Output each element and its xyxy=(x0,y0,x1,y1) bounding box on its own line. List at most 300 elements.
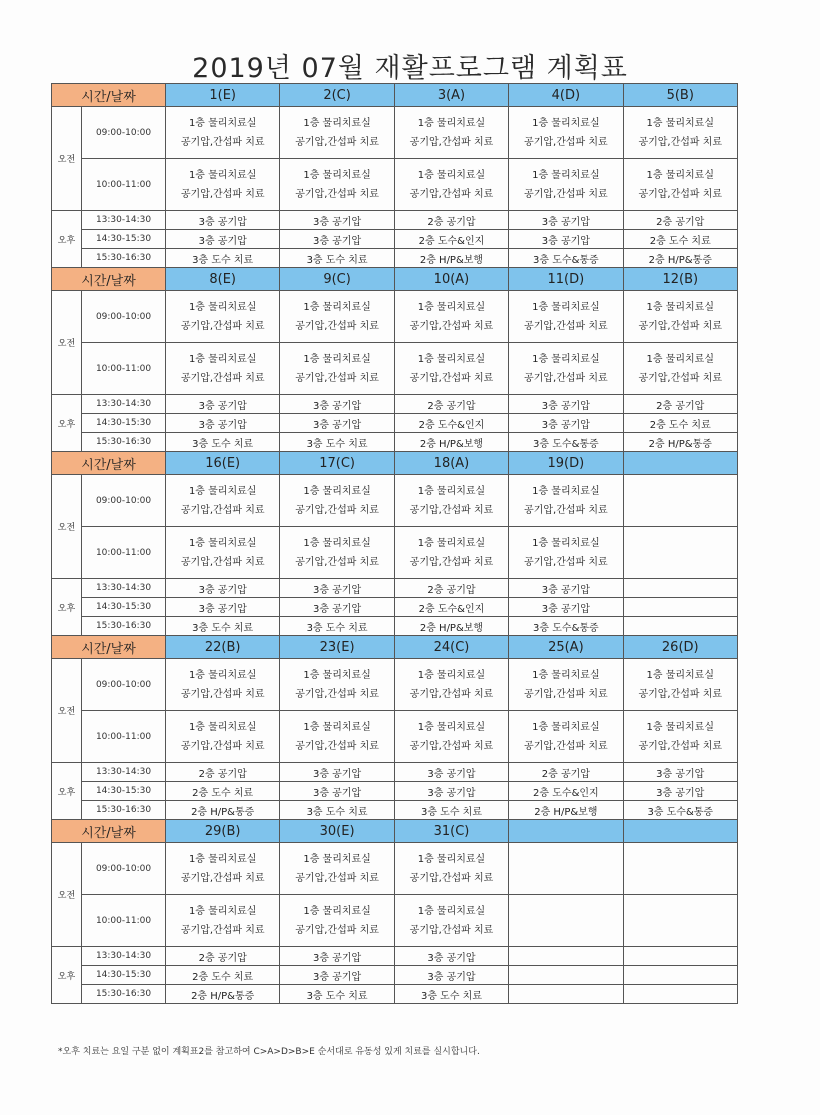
am-cell xyxy=(509,291,623,343)
am-cell xyxy=(509,659,623,711)
day-header: 2(C) xyxy=(280,84,394,107)
am-row xyxy=(52,107,738,159)
am-treatment: 공기압,간섭파 치료 xyxy=(409,136,494,148)
pm-row xyxy=(52,230,738,249)
pm-row xyxy=(52,617,738,636)
am-treatment: 공기압,간섭파 치료 xyxy=(180,688,265,700)
pm-cell: 2층 H/P&보행 xyxy=(394,433,508,452)
am-cell xyxy=(623,895,737,947)
pm-cell: 2층 도수 치료 xyxy=(623,230,737,249)
am-location: 1층 물리치료실 xyxy=(417,117,486,129)
pm-cell: 3층 공기압 xyxy=(509,598,623,617)
pm-cell xyxy=(623,966,737,985)
am-treatment: 공기압,간섭파 치료 xyxy=(409,188,494,200)
time-slot: 15:30-16:30 xyxy=(82,801,166,820)
day-header: 26(D) xyxy=(623,636,737,659)
am-treatment: 공기압,간섭파 치료 xyxy=(409,688,494,700)
am-cell xyxy=(166,159,280,211)
am-cell xyxy=(280,711,394,763)
am-treatment: 공기압,간섭파 치료 xyxy=(524,556,608,568)
am-cell xyxy=(280,159,394,211)
pm-cell: 3층 공기압 xyxy=(166,211,280,230)
pm-row xyxy=(52,763,738,782)
am-row xyxy=(52,711,738,763)
time-date-header: 시간/날짜 xyxy=(52,452,166,475)
am-treatment: 공기압,간섭파 치료 xyxy=(295,136,379,148)
am-cell xyxy=(280,843,394,895)
am-location: 1층 물리치료실 xyxy=(303,353,371,365)
am-treatment: 공기압,간섭파 치료 xyxy=(409,556,494,568)
am-treatment: 공기압,간섭파 치료 xyxy=(295,688,379,700)
time-slot: 13:30-14:30 xyxy=(82,763,166,782)
am-row xyxy=(52,659,738,711)
pm-cell: 2층 도수&인지 xyxy=(394,598,508,617)
am-row xyxy=(52,291,738,343)
am-cell xyxy=(166,291,280,343)
pm-cell: 3층 공기압 xyxy=(166,395,280,414)
am-cell xyxy=(623,107,737,159)
am-cell xyxy=(394,659,508,711)
time-slot: 09:00-10:00 xyxy=(82,107,166,159)
period-label-am: 오전 xyxy=(52,659,82,763)
am-location: 1층 물리치료실 xyxy=(646,169,715,181)
am-location: 1층 물리치료실 xyxy=(532,301,600,313)
time-slot: 09:00-10:00 xyxy=(82,659,166,711)
am-cell xyxy=(394,527,508,579)
am-location: 1층 물리치료실 xyxy=(188,169,257,181)
am-cell xyxy=(623,475,737,527)
pm-cell: 3층 도수 치료 xyxy=(166,433,280,452)
pm-cell: 3층 도수 치료 xyxy=(166,617,280,636)
pm-cell: 2층 공기압 xyxy=(394,579,508,598)
time-slot: 14:30-15:30 xyxy=(82,230,166,249)
am-cell xyxy=(623,291,737,343)
am-cell xyxy=(509,527,623,579)
day-header: 4(D) xyxy=(509,84,623,107)
time-date-header: 시간/날짜 xyxy=(52,268,166,291)
period-label-am: 오전 xyxy=(52,291,82,395)
am-treatment: 공기압,간섭파 치료 xyxy=(638,320,723,332)
pm-cell: 2층 도수&인지 xyxy=(509,782,623,801)
pm-cell: 2층 H/P&보행 xyxy=(394,617,508,636)
am-location: 1층 물리치료실 xyxy=(646,353,715,365)
schedule-table xyxy=(51,83,738,1004)
pm-cell: 3층 도수 치료 xyxy=(280,801,394,820)
week-header-row xyxy=(52,820,738,843)
pm-cell: 3층 공기압 xyxy=(166,414,280,433)
day-header: 29(B) xyxy=(166,820,280,843)
pm-cell: 3층 도수 치료 xyxy=(280,433,394,452)
am-cell xyxy=(394,895,508,947)
am-location: 1층 물리치료실 xyxy=(532,169,600,181)
am-location: 1층 물리치료실 xyxy=(532,537,600,549)
pm-row xyxy=(52,598,738,617)
am-cell xyxy=(280,659,394,711)
am-location: 1층 물리치료실 xyxy=(303,117,371,129)
am-row xyxy=(52,159,738,211)
day-header: 31(C) xyxy=(394,820,508,843)
time-slot: 13:30-14:30 xyxy=(82,395,166,414)
pm-row xyxy=(52,249,738,268)
day-header: 9(C) xyxy=(280,268,394,291)
time-slot: 14:30-15:30 xyxy=(82,414,166,433)
pm-cell: 3층 공기압 xyxy=(509,395,623,414)
am-cell xyxy=(394,343,508,395)
pm-cell: 3층 도수 치료 xyxy=(280,249,394,268)
am-treatment: 공기압,간섭파 치료 xyxy=(295,872,379,884)
pm-cell: 3층 공기압 xyxy=(509,579,623,598)
am-cell xyxy=(280,475,394,527)
pm-cell: 3층 공기압 xyxy=(394,782,508,801)
period-label-pm: 오후 xyxy=(52,947,82,1004)
am-cell xyxy=(509,343,623,395)
pm-cell: 2층 H/P&통증 xyxy=(623,249,737,268)
pm-cell xyxy=(623,617,737,636)
am-location: 1층 물리치료실 xyxy=(303,301,371,313)
time-slot: 10:00-11:00 xyxy=(82,159,166,211)
time-date-header: 시간/날짜 xyxy=(52,636,166,659)
week-header-row xyxy=(52,84,738,107)
time-slot: 14:30-15:30 xyxy=(82,966,166,985)
pm-cell: 2층 도수&인지 xyxy=(394,414,508,433)
day-header xyxy=(623,452,737,475)
am-location: 1층 물리치료실 xyxy=(188,853,257,865)
pm-cell: 3층 공기압 xyxy=(280,414,394,433)
day-header: 11(D) xyxy=(509,268,623,291)
am-treatment: 공기압,간섭파 치료 xyxy=(638,688,723,700)
time-slot: 09:00-10:00 xyxy=(82,843,166,895)
am-treatment: 공기압,간섭파 치료 xyxy=(295,372,379,384)
pm-cell xyxy=(623,947,737,966)
am-location: 1층 물리치료실 xyxy=(646,669,715,681)
am-location: 1층 물리치료실 xyxy=(417,853,486,865)
am-treatment: 공기압,간섭파 치료 xyxy=(295,188,379,200)
am-location: 1층 물리치료실 xyxy=(303,721,371,733)
pm-cell: 3층 도수&통증 xyxy=(509,617,623,636)
pm-cell: 2층 H/P&보행 xyxy=(509,801,623,820)
time-slot: 15:30-16:30 xyxy=(82,249,166,268)
am-location: 1층 물리치료실 xyxy=(188,301,257,313)
period-label-am: 오전 xyxy=(52,107,82,211)
pm-cell: 2층 H/P&통증 xyxy=(623,433,737,452)
time-slot: 13:30-14:30 xyxy=(82,579,166,598)
am-location: 1층 물리치료실 xyxy=(303,669,371,681)
time-slot: 09:00-10:00 xyxy=(82,475,166,527)
day-header: 22(B) xyxy=(166,636,280,659)
am-treatment: 공기압,간섭파 치료 xyxy=(180,556,265,568)
pm-cell: 3층 공기압 xyxy=(280,947,394,966)
am-location: 1층 물리치료실 xyxy=(188,485,257,497)
pm-cell: 3층 공기압 xyxy=(280,782,394,801)
am-treatment: 공기압,간섭파 치료 xyxy=(638,372,723,384)
am-location: 1층 물리치료실 xyxy=(188,721,257,733)
time-slot: 15:30-16:30 xyxy=(82,617,166,636)
pm-cell xyxy=(623,985,737,1004)
am-location: 1층 물리치료실 xyxy=(646,301,715,313)
pm-cell xyxy=(623,579,737,598)
am-treatment: 공기압,간섭파 치료 xyxy=(180,872,265,884)
am-treatment: 공기압,간섭파 치료 xyxy=(180,372,265,384)
day-header: 30(E) xyxy=(280,820,394,843)
pm-cell: 3층 공기압 xyxy=(280,211,394,230)
pm-cell xyxy=(623,598,737,617)
period-label-am: 오전 xyxy=(52,843,82,947)
pm-cell: 3층 도수 치료 xyxy=(166,249,280,268)
pm-cell: 3층 공기압 xyxy=(623,782,737,801)
am-cell xyxy=(394,843,508,895)
am-location: 1층 물리치료실 xyxy=(188,669,257,681)
pm-cell xyxy=(509,985,623,1004)
am-cell xyxy=(509,895,623,947)
pm-cell: 3층 공기압 xyxy=(280,579,394,598)
am-treatment: 공기압,간섭파 치료 xyxy=(524,136,608,148)
pm-row xyxy=(52,801,738,820)
am-location: 1층 물리치료실 xyxy=(417,905,486,917)
am-location: 1층 물리치료실 xyxy=(532,117,600,129)
am-location: 1층 물리치료실 xyxy=(417,301,486,313)
am-location: 1층 물리치료실 xyxy=(188,537,257,549)
pm-cell: 2층 도수 치료 xyxy=(166,782,280,801)
am-cell xyxy=(166,659,280,711)
time-slot: 15:30-16:30 xyxy=(82,985,166,1004)
day-header: 25(A) xyxy=(509,636,623,659)
day-header: 5(B) xyxy=(623,84,737,107)
pm-cell: 3층 공기압 xyxy=(509,230,623,249)
am-cell xyxy=(509,107,623,159)
pm-row xyxy=(52,985,738,1004)
am-cell xyxy=(509,843,623,895)
pm-cell: 3층 공기압 xyxy=(166,230,280,249)
time-slot: 15:30-16:30 xyxy=(82,433,166,452)
pm-cell: 3층 공기압 xyxy=(166,598,280,617)
am-treatment: 공기압,간섭파 치료 xyxy=(409,872,494,884)
pm-cell: 3층 공기압 xyxy=(394,763,508,782)
am-location: 1층 물리치료실 xyxy=(417,485,486,497)
day-header: 16(E) xyxy=(166,452,280,475)
page-title: 2019년 07월 재활프로그램 계획표 xyxy=(192,53,628,84)
pm-cell: 2층 H/P&통증 xyxy=(166,801,280,820)
pm-row xyxy=(52,966,738,985)
time-slot: 10:00-11:00 xyxy=(82,527,166,579)
day-header: 23(E) xyxy=(280,636,394,659)
am-treatment: 공기압,간섭파 치료 xyxy=(638,136,723,148)
time-slot: 09:00-10:00 xyxy=(82,291,166,343)
am-treatment: 공기압,간섭파 치료 xyxy=(524,504,608,516)
am-location: 1층 물리치료실 xyxy=(417,721,486,733)
am-location: 1층 물리치료실 xyxy=(303,853,371,865)
period-label-pm: 오후 xyxy=(52,579,82,636)
time-slot: 13:30-14:30 xyxy=(82,211,166,230)
am-treatment: 공기압,간섭파 치료 xyxy=(524,320,608,332)
am-cell xyxy=(623,711,737,763)
pm-cell: 2층 공기압 xyxy=(166,947,280,966)
day-header: 8(E) xyxy=(166,268,280,291)
pm-cell: 3층 공기압 xyxy=(394,947,508,966)
pm-row xyxy=(52,579,738,598)
day-header: 17(C) xyxy=(280,452,394,475)
period-label-pm: 오후 xyxy=(52,763,82,820)
week-header-row xyxy=(52,452,738,475)
am-cell xyxy=(394,159,508,211)
am-cell xyxy=(509,711,623,763)
am-cell xyxy=(394,291,508,343)
am-cell xyxy=(166,527,280,579)
am-treatment: 공기압,간섭파 치료 xyxy=(180,504,265,516)
am-treatment: 공기압,간섭파 치료 xyxy=(524,188,608,200)
am-cell xyxy=(166,895,280,947)
pm-row xyxy=(52,414,738,433)
day-header: 10(A) xyxy=(394,268,508,291)
pm-cell: 3층 공기압 xyxy=(509,211,623,230)
am-row xyxy=(52,895,738,947)
time-slot: 10:00-11:00 xyxy=(82,343,166,395)
am-treatment: 공기압,간섭파 치료 xyxy=(524,372,608,384)
week-header-row xyxy=(52,636,738,659)
time-slot: 10:00-11:00 xyxy=(82,895,166,947)
am-row xyxy=(52,843,738,895)
am-location: 1층 물리치료실 xyxy=(646,117,715,129)
am-treatment: 공기압,간섭파 치료 xyxy=(409,740,494,752)
am-location: 1층 물리치료실 xyxy=(417,537,486,549)
am-cell xyxy=(280,527,394,579)
pm-cell: 2층 공기압 xyxy=(623,395,737,414)
pm-row xyxy=(52,211,738,230)
day-header: 19(D) xyxy=(509,452,623,475)
am-treatment: 공기압,간섭파 치료 xyxy=(180,188,265,200)
pm-row xyxy=(52,947,738,966)
am-cell xyxy=(166,843,280,895)
am-cell xyxy=(509,475,623,527)
am-cell xyxy=(280,107,394,159)
am-treatment: 공기압,간섭파 치료 xyxy=(295,504,379,516)
am-row xyxy=(52,475,738,527)
pm-cell: 2층 도수 치료 xyxy=(166,966,280,985)
pm-cell: 3층 도수 치료 xyxy=(280,617,394,636)
am-cell xyxy=(394,107,508,159)
am-location: 1층 물리치료실 xyxy=(532,485,600,497)
pm-cell: 3층 도수&통증 xyxy=(509,249,623,268)
am-treatment: 공기압,간섭파 치료 xyxy=(295,924,379,936)
pm-cell xyxy=(509,966,623,985)
am-treatment: 공기압,간섭파 치료 xyxy=(409,504,494,516)
am-treatment: 공기압,간섭파 치료 xyxy=(295,556,379,568)
pm-cell: 3층 공기압 xyxy=(394,966,508,985)
pm-cell: 2층 공기압 xyxy=(394,211,508,230)
pm-cell: 3층 도수 치료 xyxy=(394,801,508,820)
am-cell xyxy=(166,343,280,395)
am-treatment: 공기압,간섭파 치료 xyxy=(295,740,379,752)
am-treatment: 공기압,간섭파 치료 xyxy=(409,924,494,936)
am-cell xyxy=(623,843,737,895)
am-treatment: 공기압,간섭파 치료 xyxy=(180,924,265,936)
pm-cell: 3층 공기압 xyxy=(280,395,394,414)
pm-row xyxy=(52,782,738,801)
day-header xyxy=(623,820,737,843)
am-location: 1층 물리치료실 xyxy=(303,169,371,181)
period-label-am: 오전 xyxy=(52,475,82,579)
time-slot: 13:30-14:30 xyxy=(82,947,166,966)
am-treatment: 공기압,간섭파 치료 xyxy=(524,688,608,700)
pm-cell: 3층 공기압 xyxy=(280,598,394,617)
am-treatment: 공기압,간섭파 치료 xyxy=(638,740,723,752)
pm-cell: 3층 도수 치료 xyxy=(280,985,394,1004)
am-treatment: 공기압,간섭파 치료 xyxy=(295,320,379,332)
day-header: 18(A) xyxy=(394,452,508,475)
period-label-pm: 오후 xyxy=(52,395,82,452)
time-date-header: 시간/날짜 xyxy=(52,820,166,843)
footnote: *오후 치료는 요일 구분 없이 계획표2를 참고하여 C>A>D>B>E 순서대로 유동성 있게 치료를 실시합니다. xyxy=(58,1047,480,1057)
period-label-pm: 오후 xyxy=(52,211,82,268)
am-cell xyxy=(623,527,737,579)
pm-cell: 3층 공기압 xyxy=(280,230,394,249)
am-treatment: 공기압,간섭파 치료 xyxy=(638,188,723,200)
pm-cell: 2층 H/P&통증 xyxy=(166,985,280,1004)
am-cell xyxy=(394,711,508,763)
pm-cell: 2층 공기압 xyxy=(623,211,737,230)
pm-cell: 2층 H/P&보행 xyxy=(394,249,508,268)
day-header: 1(E) xyxy=(166,84,280,107)
am-cell xyxy=(166,711,280,763)
day-header: 3(A) xyxy=(394,84,508,107)
am-location: 1층 물리치료실 xyxy=(417,169,486,181)
week-header-row xyxy=(52,268,738,291)
pm-cell: 3층 도수&통증 xyxy=(509,433,623,452)
pm-row xyxy=(52,433,738,452)
am-location: 1층 물리치료실 xyxy=(188,117,257,129)
am-location: 1층 물리치료실 xyxy=(417,669,486,681)
am-treatment: 공기압,간섭파 치료 xyxy=(524,740,608,752)
pm-cell xyxy=(509,947,623,966)
am-location: 1층 물리치료실 xyxy=(188,905,257,917)
am-location: 1층 물리치료실 xyxy=(303,537,371,549)
am-cell xyxy=(280,895,394,947)
am-treatment: 공기압,간섭파 치료 xyxy=(180,136,265,148)
am-cell xyxy=(509,159,623,211)
am-location: 1층 물리치료실 xyxy=(532,669,600,681)
am-cell xyxy=(280,291,394,343)
pm-cell: 3층 공기압 xyxy=(509,414,623,433)
am-cell xyxy=(623,659,737,711)
am-location: 1층 물리치료실 xyxy=(303,485,371,497)
am-row xyxy=(52,527,738,579)
pm-cell: 2층 공기압 xyxy=(394,395,508,414)
am-cell xyxy=(280,343,394,395)
am-cell xyxy=(166,107,280,159)
am-location: 1층 물리치료실 xyxy=(417,353,486,365)
pm-cell: 3층 공기압 xyxy=(280,763,394,782)
pm-cell: 2층 공기압 xyxy=(509,763,623,782)
pm-cell: 3층 공기압 xyxy=(280,966,394,985)
am-treatment: 공기압,간섭파 치료 xyxy=(409,372,494,384)
am-location: 1층 물리치료실 xyxy=(532,353,600,365)
am-location: 1층 물리치료실 xyxy=(646,721,715,733)
pm-cell: 2층 공기압 xyxy=(166,763,280,782)
day-header: 24(C) xyxy=(394,636,508,659)
pm-cell: 3층 도수 치료 xyxy=(394,985,508,1004)
am-location: 1층 물리치료실 xyxy=(188,353,257,365)
am-cell xyxy=(394,475,508,527)
am-cell xyxy=(166,475,280,527)
time-date-header: 시간/날짜 xyxy=(52,84,166,107)
am-treatment: 공기압,간섭파 치료 xyxy=(180,740,265,752)
time-slot: 10:00-11:00 xyxy=(82,711,166,763)
am-treatment: 공기압,간섭파 치료 xyxy=(180,320,265,332)
am-location: 1층 물리치료실 xyxy=(303,905,371,917)
day-header xyxy=(509,820,623,843)
pm-cell: 3층 공기압 xyxy=(166,579,280,598)
pm-cell: 2층 도수&인지 xyxy=(394,230,508,249)
pm-cell: 3층 도수&통증 xyxy=(623,801,737,820)
